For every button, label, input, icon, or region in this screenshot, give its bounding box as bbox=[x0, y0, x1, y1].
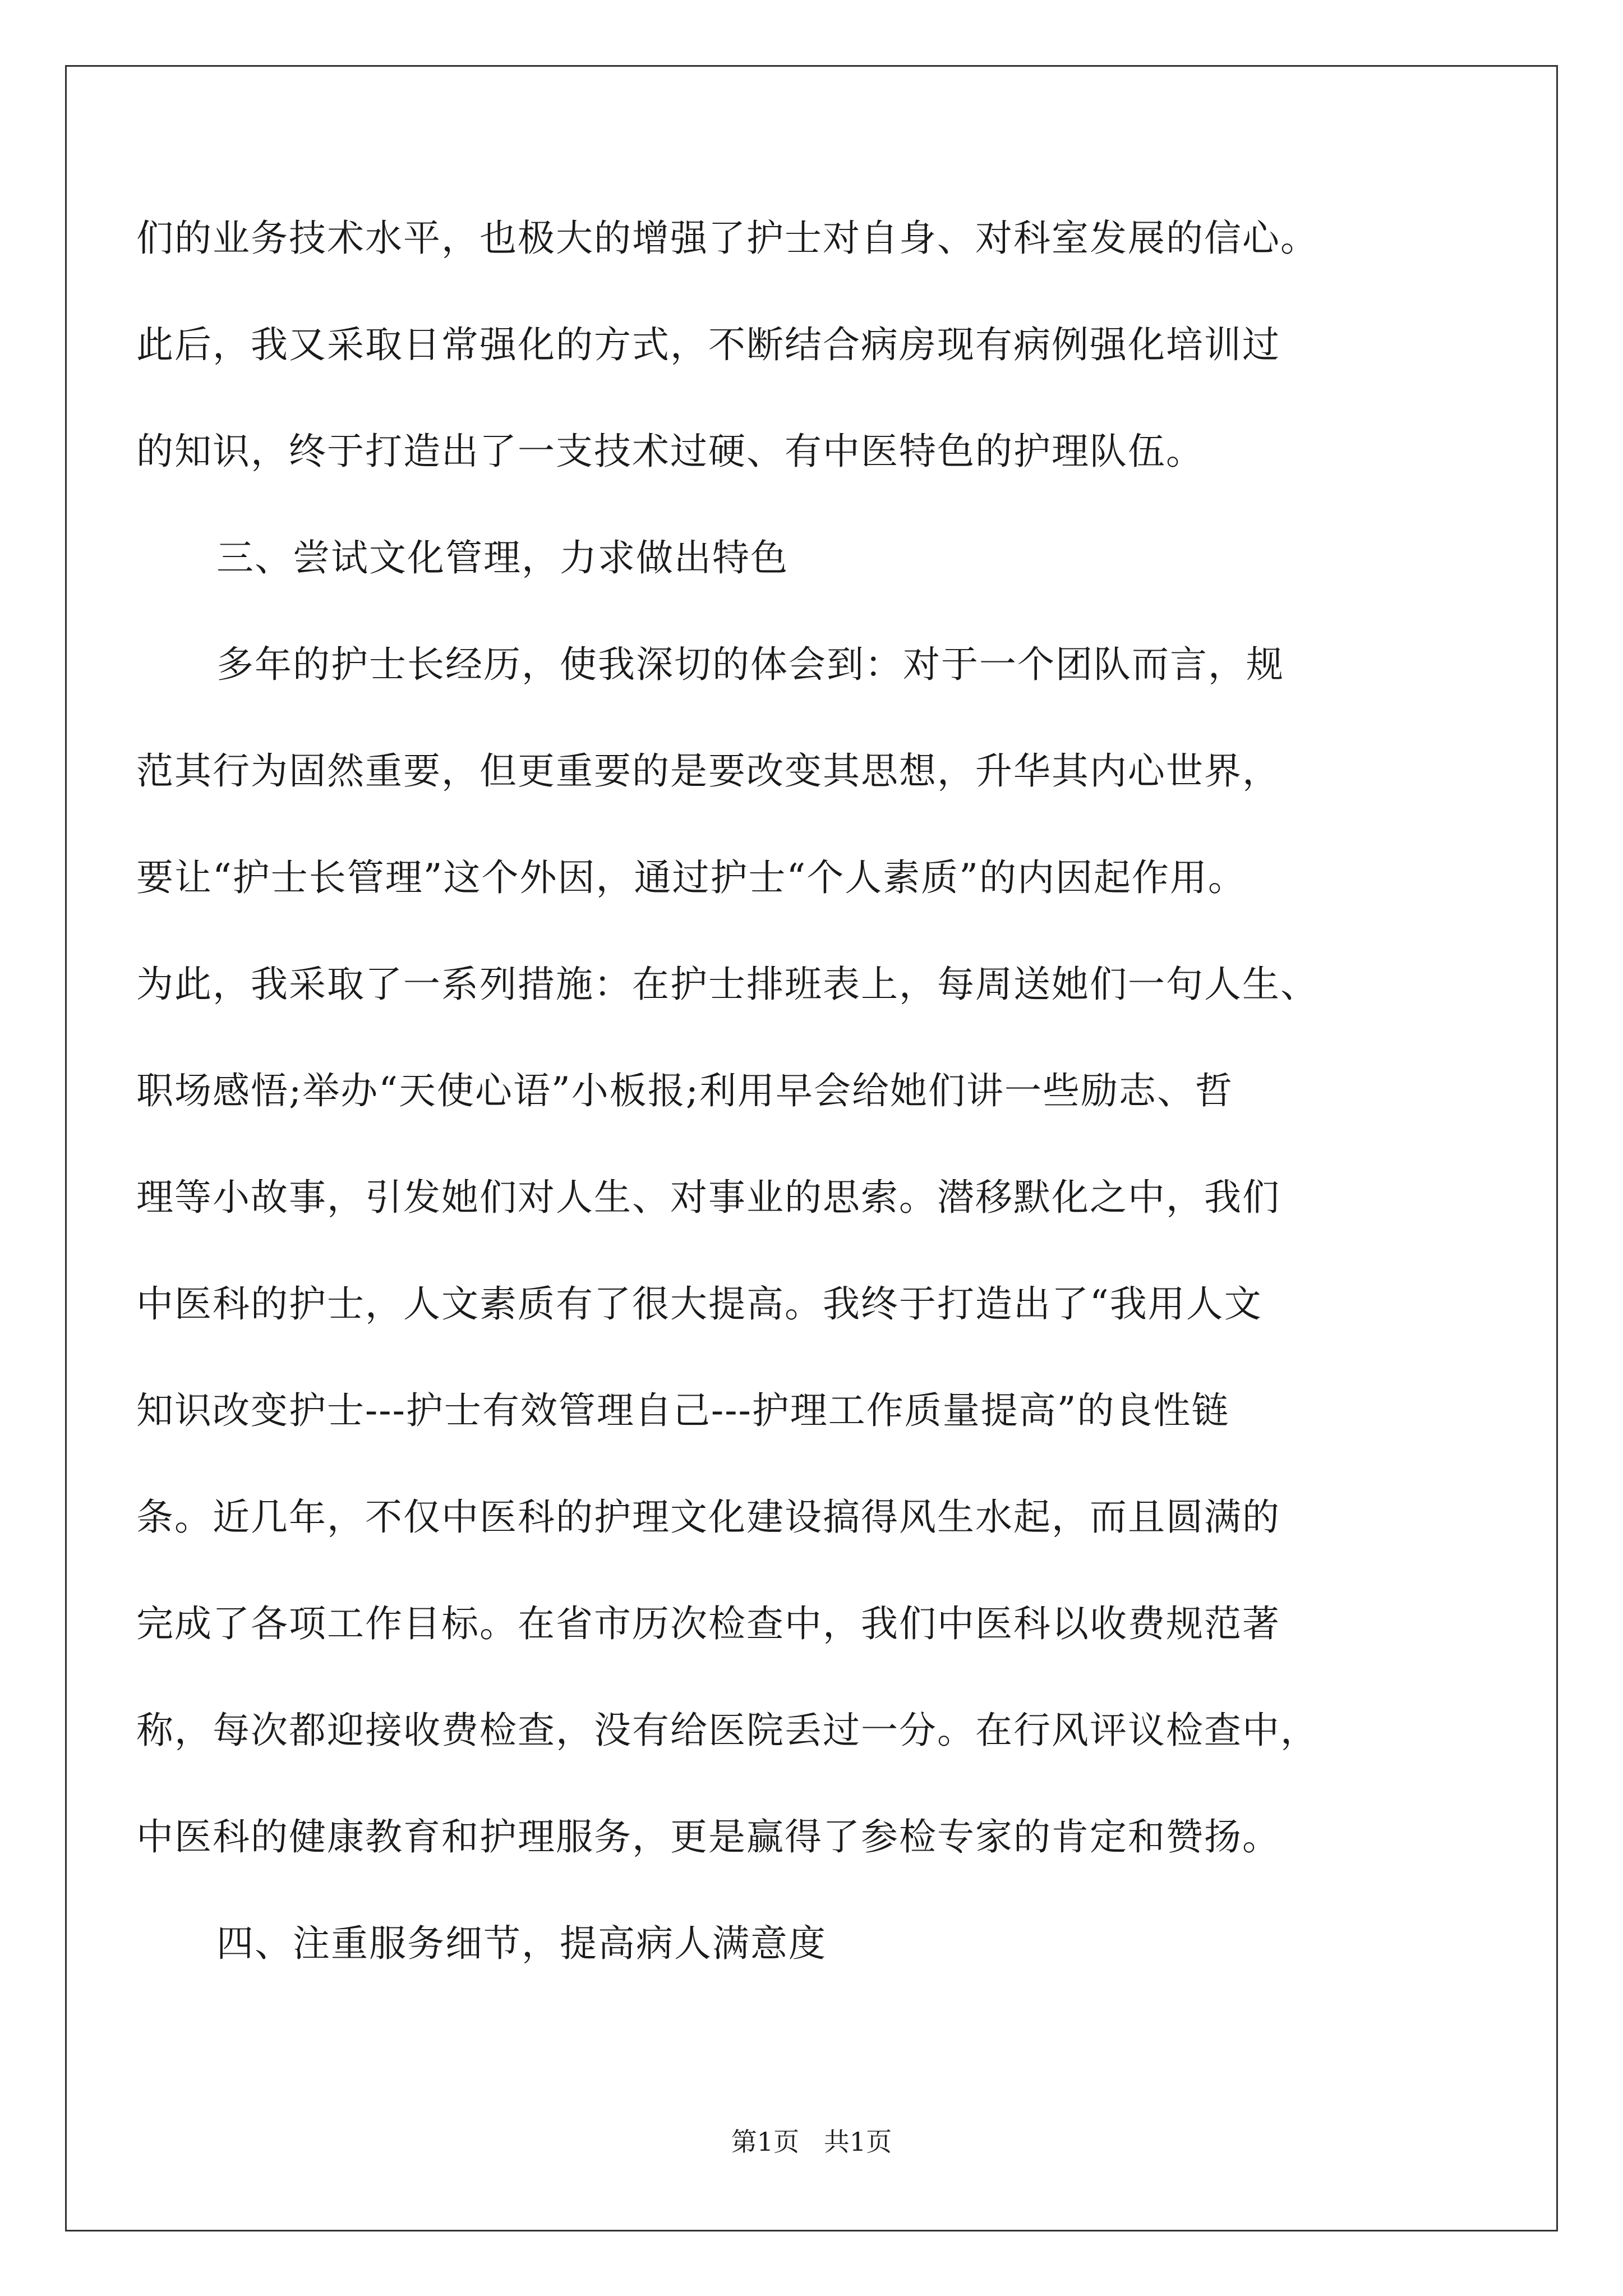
text-line: 中医科的护士，人文素质有了很大提高。我终于打造出了“我用人文 bbox=[136, 1282, 1262, 1326]
text-line: 理等小故事，引发她们对人生、对事业的思索。潜移默化之中，我们 bbox=[136, 1176, 1280, 1219]
text-line: 完成了各项工作目标。在省市历次检查中，我们中医科以收费规范著 bbox=[136, 1602, 1280, 1645]
text-line: 知识改变护士---护士有效管理自己---护理工作质量提高”的良性链 bbox=[136, 1389, 1230, 1432]
section-heading-4: 四、注重服务细节，提高病人满意度 bbox=[216, 1922, 827, 1965]
text-line: 此后，我又采取日常强化的方式，不断结合病房现有病例强化培训过 bbox=[136, 323, 1280, 366]
text-line: 的知识，终于打造出了一支技术过硬、有中医特色的护理队伍。 bbox=[136, 430, 1204, 473]
text-line: 条。近几年，不仅中医科的护理文化建设搞得风生水起，而且圆满的 bbox=[136, 1496, 1280, 1539]
text-line: 称，每次都迎接收费检查，没有给医院丢过一分。在行风评议检查中， bbox=[136, 1709, 1318, 1752]
text-line: 范其行为固然重要，但更重要的是要改变其思想，升华其内心世界， bbox=[136, 749, 1280, 793]
text-line: 职场感悟;举办“天使心语”小板报;利用早会给她们讲一些励志、哲 bbox=[136, 1069, 1233, 1112]
text-line: 们的业务技术水平，也极大的增强了护士对自身、对科室发展的信心。 bbox=[136, 217, 1318, 260]
page-number-footer: 第1页 共1页 bbox=[731, 2127, 892, 2157]
text-line: 中医科的健康教育和护理服务，更是赢得了参检专家的肯定和赞扬。 bbox=[136, 1815, 1280, 1858]
document-body bbox=[136, 185, 1493, 1997]
text-line: 要让“护士长管理”这个外因，通过护士“个人素质”的内因起作用。 bbox=[136, 856, 1246, 899]
text-line: 多年的护士长经历，使我深切的体会到：对于一个团队而言，规 bbox=[216, 643, 1284, 686]
section-heading-3: 三、尝试文化管理，力求做出特色 bbox=[216, 536, 789, 579]
text-line: 为此，我采取了一系列措施：在护士排班表上，每周送她们一句人生、 bbox=[136, 963, 1318, 1006]
